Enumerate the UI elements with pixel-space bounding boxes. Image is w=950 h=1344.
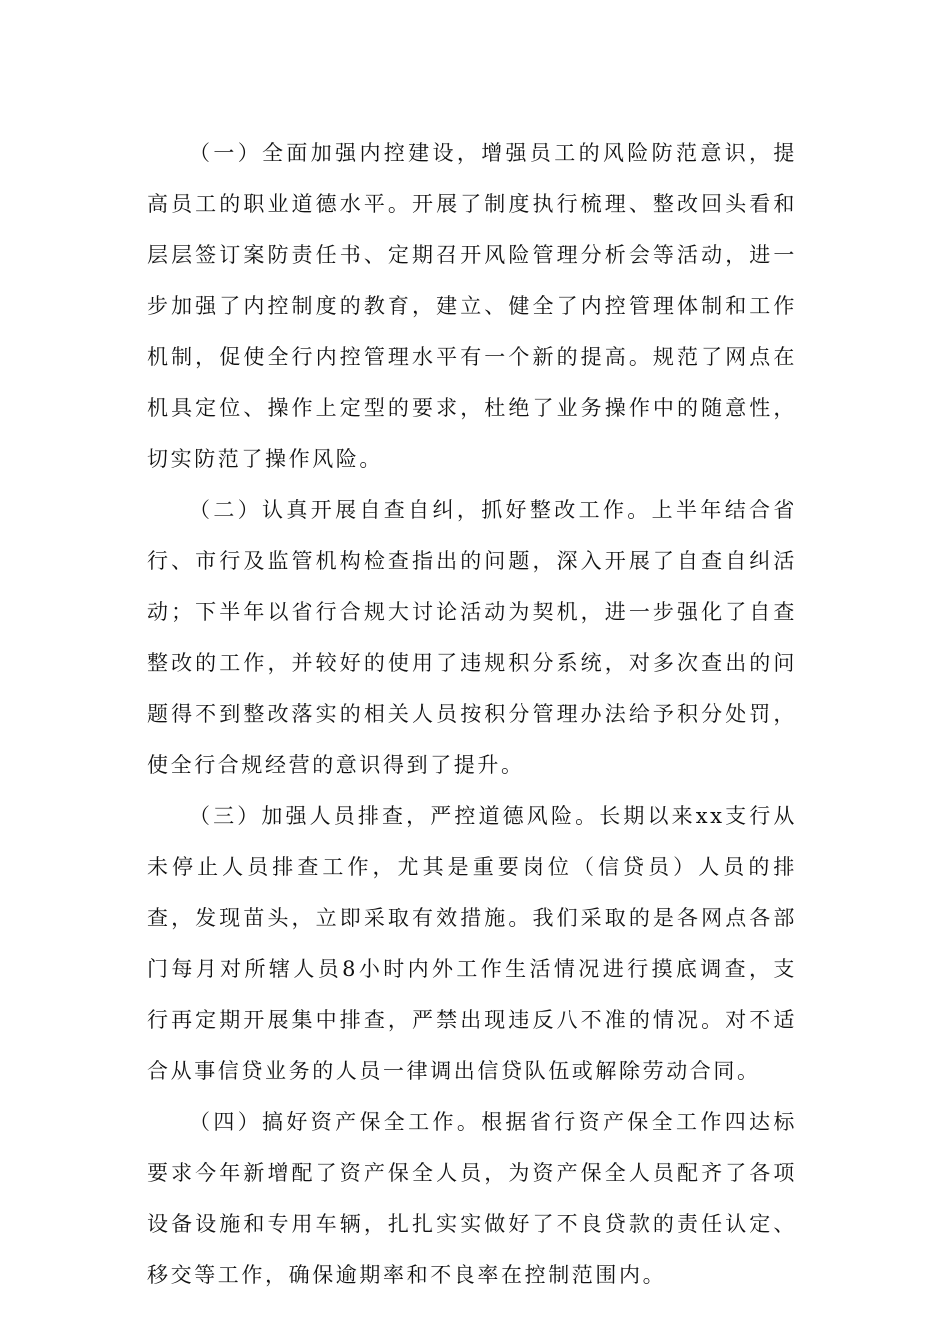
document-body [147, 128, 797, 1301]
paragraph-1: （一）全面加强内控建设，增强员工的风险防范意识，提高员工的职业道德水平。开展了制度执行梳理、整改回头看和层层签订案防责任书、定期召开风险管理分析会等活动，进一步加强了内控制度的教育，建立、健全了内控管理体制和工作机制，促使全行内控管理水平有一个新的提高。规范了网点在机具定位、操作上定型的要求，杜绝了业务操作中的随意性，切实防范了操作风险。 [147, 141, 797, 471]
paragraph-2: （二）认真开展自查自纠，抓好整改工作。上半年结合省行、市行及监管机构检查指出的问题，深入开展了自查自纠活动；下半年以省行合规大讨论活动为契机，进一步强化了自查整改的工作，并较好的使用了违规积分系统，对多次查出的问题得不到整改落实的相关人员按积分管理办法给予积分处罚，使全行合规经营的意识得到了提升。 [147, 498, 797, 777]
paragraph-3: （三）加强人员排查，严控道德风险。长期以来xx支行从未停止人员排查工作，尤其是重要岗位（信贷员）人员的排查，发现苗头，立即采取有效措施。我们采取的是各网点各部门每月对所辖人员8小时内外工作生活情况进行摸底调查，支行再定期开展集中排查，严禁出现违反八不准的情况。对不适合从事信贷业务的人员一律调出信贷队伍或解除劳动合同。 [147, 804, 797, 1083]
paragraph-4: （四）搞好资产保全工作。根据省行资产保全工作四达标要求今年新增配了资产保全人员，为资产保全人员配齐了各项设备设施和专用车辆，扎扎实实做好了不良贷款的责任认定、移交等工作，确保逾期率和不良率在控制范围内。 [147, 1110, 797, 1287]
